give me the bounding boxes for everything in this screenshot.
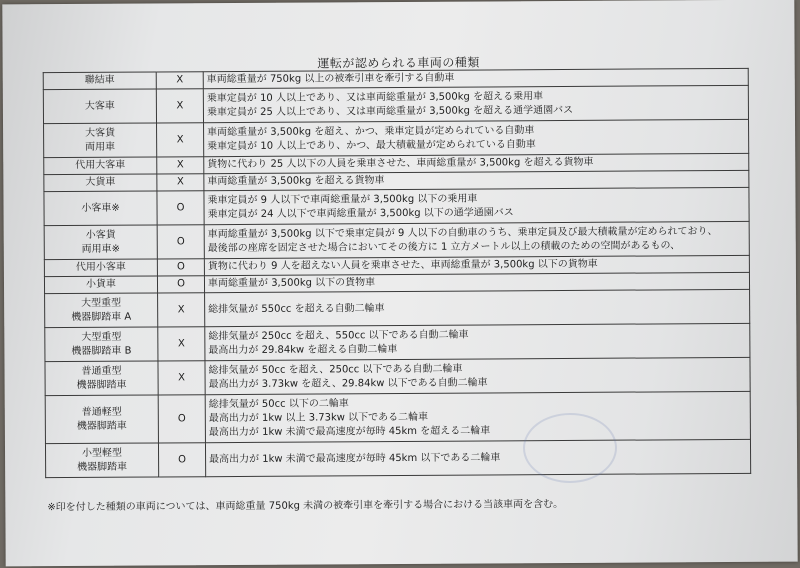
table-row	[43, 85, 748, 123]
description-line: 貨物に代わり 25 人以下の人員を乗車させた、車両総重量が 3,500kg を超える貨物車	[207, 156, 594, 171]
permission-mark: X	[158, 361, 205, 395]
footnote: ※印を付した種類の車両については、車両総重量 750kg 未満の被牽引車を牽引する場合における当該車両を含む。	[47, 499, 564, 514]
description-line: 乗車定員が 25 人以上であり、又は車両総重量が 3,500kg を超える通学通園バス	[206, 104, 574, 118]
description-line: 総排気量が 50cc 以下の二輪車	[208, 397, 349, 410]
vehicle-description	[204, 187, 749, 224]
permission-mark: O	[157, 259, 204, 276]
permission-mark: X	[157, 157, 204, 174]
vehicle-description	[203, 85, 748, 122]
vehicle-type-name	[45, 443, 158, 478]
table-row	[45, 357, 750, 395]
description-line: 最高出力が 29.84kw を超える自動二輪車	[208, 343, 398, 356]
vehicle-type-name-line: 代用大客車	[75, 159, 126, 171]
vehicle-type-name	[45, 395, 158, 444]
vehicle-type-name-line: 小客車※	[81, 202, 120, 214]
description-line: 乗車定員が 10 人以上であり、又は車両総重量が 3,500kg を超える乗用車	[206, 90, 544, 104]
table-body	[43, 68, 750, 477]
description-line: 最高出力が 1kw 未満で最高速度が毎時 45km 以下である二輪車	[209, 451, 501, 465]
vehicle-type-name-line: 機器脚踏車	[76, 379, 127, 391]
vehicle-type-name-line: 機器脚踏車 A	[71, 311, 132, 323]
description-line: 乗車定員が 9 人以下で車両総重量が 3,500kg 以下の乗用車	[207, 193, 478, 206]
vehicle-type-name-line: 両用車※	[81, 243, 121, 255]
permission-mark: X	[158, 293, 205, 327]
vehicle-type-name-line: 大貨車	[85, 176, 116, 188]
vehicle-type-name-line: 機器脚踏車	[76, 420, 127, 432]
vehicle-type-name	[44, 225, 157, 260]
faint-seal-stamp	[523, 413, 617, 484]
vehicle-type-name	[43, 89, 156, 124]
vehicle-type-name	[44, 123, 157, 158]
vehicle-type-name-line: 代用小客車	[75, 261, 126, 273]
vehicle-description	[204, 221, 749, 258]
vehicle-type-name-line: 小客貨	[85, 229, 116, 241]
permission-mark: O	[158, 443, 205, 477]
description-line: 車両総重量が 3,500kg を超える貨物車	[207, 175, 385, 188]
description-line: 最後部の座席を固定させた場合においてその後方に 1 立方メートル以上の積載のための空間があるもの、	[207, 239, 681, 254]
description-line: 車両総重量が 3,500kg 以下の貨物車	[207, 277, 376, 290]
description-line: 総排気量が 550cc を超える自動二輪車	[208, 302, 385, 315]
table-row	[45, 323, 750, 361]
description-line: 最高出力が 1kw 以上 3.73kw 以下である二輪車	[208, 411, 429, 424]
description-line: 総排気量が 50cc を超え、250cc 以下である自動二輪車	[208, 363, 463, 376]
vehicle-type-name	[44, 259, 157, 277]
vehicle-type-name	[43, 72, 156, 90]
table-row	[44, 221, 749, 259]
table-row	[45, 439, 750, 477]
permission-mark: X	[156, 72, 203, 89]
document-page	[2, 0, 797, 566]
permission-mark: X	[156, 89, 203, 123]
vehicle-description	[205, 439, 750, 476]
vehicle-type-table	[43, 68, 751, 478]
vehicle-description	[205, 323, 750, 360]
description-line: 乗車定員が 10 人以上であり、かつ、最大積載量が定められている自動車	[207, 138, 536, 152]
vehicle-type-name-line: 機器脚踏車 B	[71, 345, 132, 357]
permission-mark: O	[158, 395, 205, 443]
vehicle-type-name-line: 大型重型	[81, 297, 122, 309]
permission-mark: O	[157, 276, 204, 293]
vehicle-type-name-line: 機器脚踏車	[77, 461, 128, 473]
vehicle-type-name	[44, 174, 157, 192]
vehicle-description	[204, 119, 749, 156]
vehicle-type-name	[44, 191, 157, 226]
vehicle-type-name	[44, 157, 157, 175]
vehicle-type-name-line: 大客車	[84, 100, 115, 112]
vehicle-type-name	[45, 293, 158, 328]
vehicle-description	[205, 391, 750, 442]
table-row	[44, 119, 749, 157]
vehicle-type-name-line: 両用車	[85, 141, 116, 153]
document-title: 運転が認められる車両の種類	[317, 55, 480, 71]
description-line: 最高出力が 3.73kw を超え、29.84kw 以下である自動二輪車	[208, 376, 488, 390]
vehicle-type-name	[45, 361, 158, 396]
vehicle-description	[205, 357, 750, 394]
permission-mark: O	[157, 191, 204, 225]
permission-mark: X	[157, 123, 204, 157]
vehicle-type-name	[44, 276, 157, 294]
vehicle-type-name-line: 小貨車	[85, 278, 117, 290]
table-row	[45, 391, 750, 443]
description-line: 総排気量が 250cc を超え、550cc 以下である自動二輪車	[208, 329, 469, 342]
vehicle-type-name-line: 大型重型	[81, 331, 122, 343]
permission-mark: X	[157, 174, 204, 191]
vehicle-type-name-line: 小型軽型	[81, 447, 123, 459]
vehicle-type-name-line: 大客貨	[85, 127, 116, 139]
description-line: 乗車定員が 24 人以下で車両総重量が 3,500kg 以下の通学通園バス	[207, 206, 514, 220]
description-line: 車両総重量が 3,500kg 以下で乗車定員が 9 人以下の自動車のうち、乗車定員及び最大積載量が定められており、	[207, 225, 718, 240]
vehicle-type-name	[45, 327, 158, 362]
vehicle-description	[205, 289, 750, 326]
description-line: 車両総重量が 3,500kg を超え、かつ、乗車定員が定められている自動車	[207, 124, 535, 138]
permission-mark: X	[158, 327, 205, 361]
table-row	[45, 289, 750, 327]
description-line: 最高出力が 1kw 未満で最高速度が毎時 45km を超える二輪車	[208, 424, 491, 438]
permission-mark: O	[157, 225, 204, 259]
description-line: 貨物に代わり 9 人を超えない人員を乗車させた、車両総重量が 3,500kg 以下の貨物車	[207, 258, 598, 273]
description-line: 車両総重量が 750kg 以上の被牽引車を牽引する自動車	[206, 72, 455, 86]
vehicle-type-name-line: 普通重型	[81, 365, 122, 377]
table-row	[44, 187, 749, 225]
vehicle-type-name-line: 普通軽型	[81, 406, 122, 418]
vehicle-type-name-line: 聯結車	[84, 74, 115, 86]
